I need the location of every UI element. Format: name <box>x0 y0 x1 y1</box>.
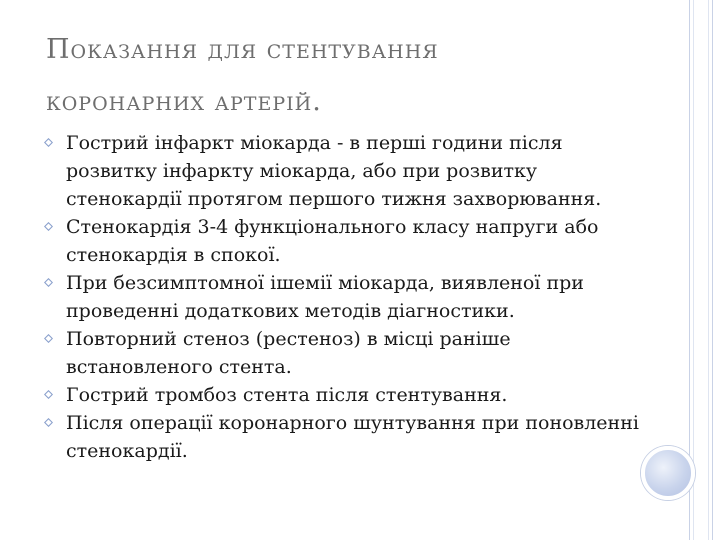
list-item-text: Після операції коронарного шунтування при поновленні стенокардії. <box>66 412 639 462</box>
slide-title <box>46 24 646 128</box>
decorative-vertical-band-inner <box>693 0 709 540</box>
list-item-text: Гострий тромбоз стента після стентування. <box>66 384 508 406</box>
indications-list <box>44 129 644 465</box>
list-item <box>44 381 644 409</box>
slide-title-line-2: коронарних артерій. <box>46 86 322 117</box>
hollow-diamond-icon <box>44 278 53 287</box>
hollow-diamond-icon <box>44 138 53 147</box>
list-item <box>44 129 644 213</box>
hollow-diamond-icon <box>44 418 53 427</box>
list-item-text: Повторний стеноз (рестеноз) в місці раніше встановленого стента. <box>66 328 511 378</box>
list-item-text: При безсимптомної ішемії міокарда, виявленої при проведенні додаткових методів діагностики. <box>66 272 584 322</box>
hollow-diamond-icon <box>44 222 53 231</box>
list-item <box>44 325 644 381</box>
slide-title-line-1: Показання для стентування <box>46 34 439 65</box>
list-item <box>44 409 644 465</box>
hollow-diamond-icon <box>44 334 53 343</box>
list-item <box>44 213 644 269</box>
list-item-text: Гострий інфаркт міокарда - в перші години після розвитку інфаркту міокарда, або при розвитку стенокардії протягом першого тижня захворювання. <box>66 132 602 210</box>
decorative-circle <box>641 446 695 500</box>
list-item-text: Стенокардія 3-4 функціонального класу напруги або стенокардія в спокої. <box>66 216 599 266</box>
list-item <box>44 269 644 325</box>
hollow-diamond-icon <box>44 390 53 399</box>
